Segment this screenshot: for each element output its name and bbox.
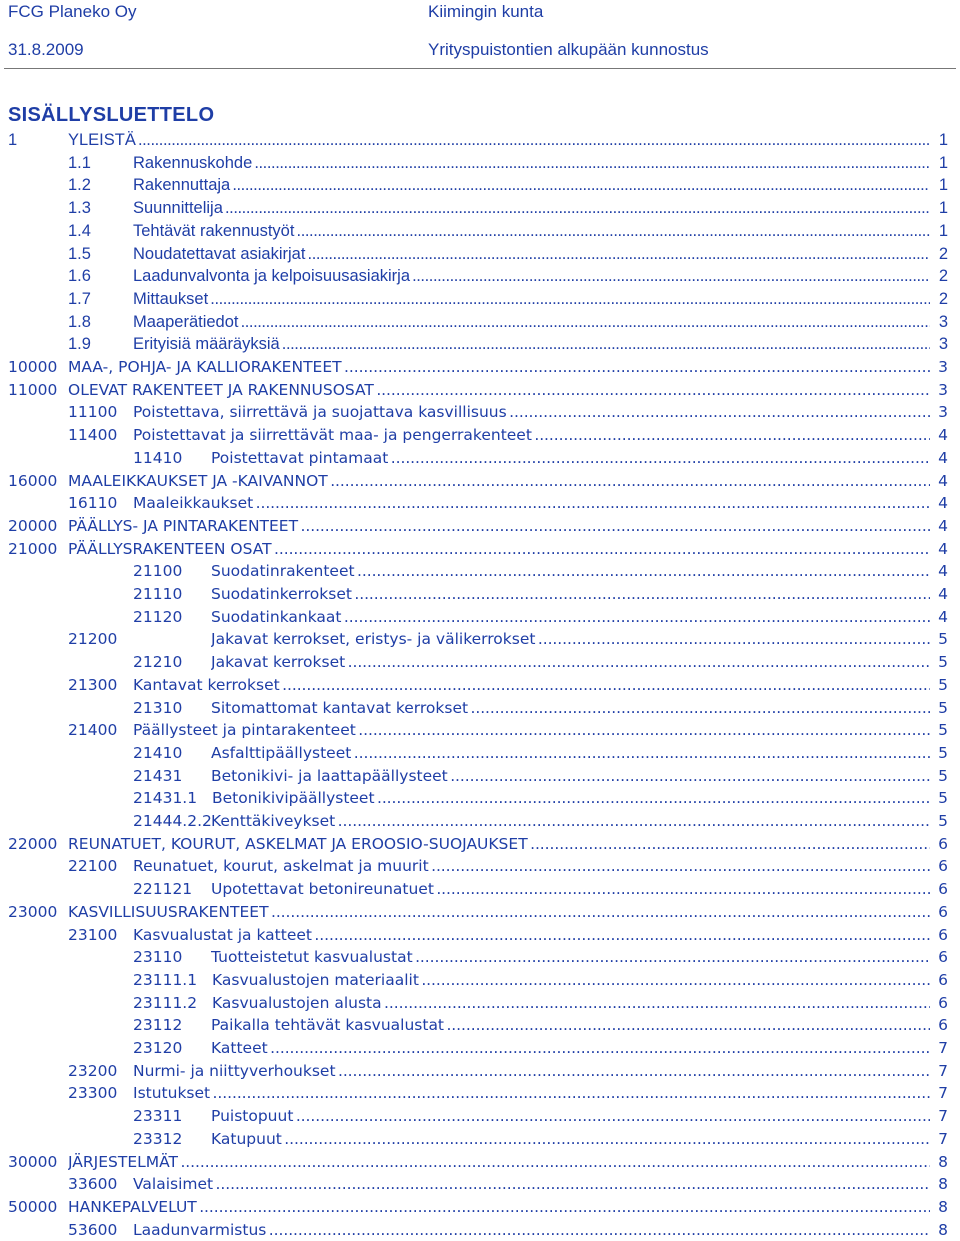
toc-entry-page: 5 [938,743,948,762]
toc-entry-number: 1.9 [68,335,91,354]
toc-entry-number: 22100 [68,857,118,876]
toc-entry[interactable] [0,243,960,266]
toc-entry-title: Päällysteet ja pintarakenteet . . . [133,719,930,742]
toc-entry-page: 6 [938,925,948,944]
toc-entry-title: Maaleikkaukset . . . [133,492,930,515]
toc-entry[interactable] [0,946,960,969]
toc-entry-page: 4 [938,448,948,467]
toc-entry[interactable] [0,1037,960,1060]
toc-entry-page: 5 [938,789,948,808]
toc-entry-page: 1 [938,131,948,149]
toc-entry-page: 1 [938,153,948,172]
toc-entry-title: YLEISTÄ . . . [68,129,930,152]
toc-entry-number: 21444.2.2 [133,812,212,830]
toc-entry-title: Sitomattomat kantavat kerrokset . . . [211,697,930,720]
toc-entry-title: Paikalla tehtävät kasvualustat . . . [211,1014,930,1037]
toc-entry-number: 1.5 [68,244,91,263]
toc-entry[interactable] [0,833,960,856]
toc-entry-number: 1.3 [68,199,91,218]
toc-entry-page: 2 [938,289,948,308]
toc-entry[interactable] [0,606,960,629]
toc-entry-number: 21431.1 [133,789,198,808]
toc-entry-title: Betonikivipäällysteet . . . [212,787,930,810]
toc-entry-page: 4 [938,562,948,581]
toc-entry-page: 4 [938,426,948,445]
toc-title: SISÄLLYSLUETTELO [8,104,215,126]
toc-entry-title: Asfalttipäällysteet . . . [211,742,930,765]
toc-entry-number: 33600 [68,1175,118,1194]
toc-entry-title: Suodatinkankaat . . . [211,606,930,629]
toc-entry-number: 21120 [133,607,183,626]
toc-entry-number: 1.8 [68,312,91,331]
toc-entry[interactable] [0,515,960,538]
toc-entry[interactable] [0,311,960,334]
toc-entry-page: 5 [938,630,948,649]
toc-entry-title: JÄRJESTELMÄT . . . [68,1151,930,1174]
toc-entry-page: 5 [938,675,948,694]
toc-entry-page: 5 [938,721,948,740]
toc-entry-title: Jakavat kerrokset, eristys- ja välikerrokset . . . [211,628,930,651]
toc-entry-title: Kenttäkiveykset . . . [211,810,930,833]
toc-entry-number: 30000 [8,1152,58,1171]
toc-entry[interactable] [0,992,960,1015]
toc-entry[interactable] [0,924,960,947]
toc-entry-number: 23312 [133,1129,183,1148]
toc-entry-page: 3 [938,403,948,422]
toc-entry-title: KASVILLISUUSRAKENTEET . . . [68,901,930,924]
toc-entry-title: Reunatuet, kourut, askelmat ja muurit . . . [133,855,930,878]
toc-entry-title: Erityisiä määräyksiä . . . [133,333,930,356]
toc-entry-page: 4 [938,539,948,558]
toc-entry-number: 21410 [133,743,183,762]
toc-entry-title: MAALEIKKAUKSET JA -KAIVANNOT . . . [68,470,930,493]
toc-entry[interactable] [0,742,960,765]
toc-entry-title: Poistettavat ja siirrettävät maa- ja pengerrakenteet . . . [133,424,930,447]
toc-entry[interactable] [0,560,960,583]
toc-entry[interactable] [0,765,960,788]
toc-entry[interactable] [0,1105,960,1128]
toc-entry[interactable] [0,969,960,992]
toc-entry[interactable] [0,901,960,924]
toc-entry[interactable] [0,855,960,878]
toc-entry-number: 11000 [8,380,58,399]
toc-entry-title: MAA-, POHJA- JA KALLIORAKENTEET . . . [68,356,930,379]
toc-entry-page: 1 [938,199,948,218]
toc-entry-title: Jakavat kerrokset . . . [211,651,930,674]
header-company: FCG Planeko Oy [8,2,137,21]
toc-entry-title: REUNATUET, KOURUT, ASKELMAT JA EROOSIO-SUOJAUKSET . . . [68,833,930,856]
toc-entry-title: Kantavat kerrokset . . . [133,674,930,697]
toc-entry-page: 5 [938,812,948,830]
toc-entry[interactable] [0,333,960,356]
toc-entry-page: 4 [938,585,948,603]
toc-entry-page: 4 [938,494,948,513]
toc-entry[interactable] [0,197,960,220]
toc-entry-number: 221121 [133,880,193,899]
toc-entry-page: 4 [938,607,948,626]
toc-entry-page: 1 [938,221,948,240]
toc-entry[interactable] [0,447,960,470]
toc-entry-number: 11410 [133,448,183,467]
toc-entry-title: Istutukset . . . [133,1082,930,1105]
toc-entry-page: 5 [938,698,948,717]
header-date: 31.8.2009 [8,40,84,59]
toc-entry[interactable] [0,379,960,402]
toc-entry-page: 6 [938,993,948,1012]
toc-entry-title: Laadunvarmistus . . . [133,1219,930,1241]
toc-entry-title: Kasvualustojen alusta . . . [212,992,930,1015]
toc-entry-title: Kasvualustat ja katteet . . . [133,924,930,947]
toc-entry[interactable] [0,470,960,493]
toc-entry-title: Tehtävät rakennustyöt . . . [133,220,930,243]
toc-entry[interactable] [0,1151,960,1174]
toc-entry[interactable] [0,674,960,697]
toc-entry-page: 6 [938,834,948,853]
toc-entry-number: 23120 [133,1039,183,1057]
toc-entry[interactable] [0,628,960,651]
toc-entry-title: Poistettava, siirrettävä ja suojattava kasvillisuus . . . [133,401,930,424]
toc-entry-number: 10000 [8,358,58,376]
toc-entry-number: 11100 [68,403,118,422]
toc-entry-page: 8 [938,1197,948,1216]
toc-entry[interactable] [0,1082,960,1105]
toc-entry-number: 21100 [133,562,183,581]
header-client: Kiimingin kunta [428,2,544,21]
toc-entry-page: 8 [938,1220,948,1239]
toc-entry[interactable] [0,265,960,288]
toc-entry-title: HANKEPALVELUT . . . [68,1196,930,1219]
toc-entry[interactable] [0,152,960,175]
toc-entry-page: 8 [938,1152,948,1171]
toc-entry-number: 21200 [68,630,118,649]
toc-entry-number: 22000 [8,834,58,853]
toc-entry-page: 1 [938,176,948,195]
toc-entry-number: 21431 [133,766,183,785]
toc-entry-number: 21000 [8,539,58,558]
toc-entry-number: 1.7 [68,289,91,308]
toc-entry-title: Rakennuskohde . . . [133,152,930,175]
toc-entry-title: Betonikivi- ja laattapäällysteet . . . [211,765,930,788]
toc-entry[interactable] [0,129,960,152]
toc-entry-number: 23300 [68,1084,118,1103]
toc-entry-page: 7 [938,1084,948,1103]
toc-entry[interactable] [0,1173,960,1196]
toc-entry-title: Katteet . . . [211,1037,930,1060]
toc-entry-number: 21110 [133,585,183,603]
toc-entry-number: 23311 [133,1107,183,1126]
header-project: Yrityspuistontien alkupään kunnostus [428,40,709,59]
toc-entry[interactable] [0,1014,960,1037]
toc-entry-number: 1.1 [68,153,91,172]
toc-entry-page: 7 [938,1129,948,1148]
toc-entry-number: 23200 [68,1061,118,1080]
toc-entry-page: 3 [938,335,948,354]
toc-entry-number: 21400 [68,721,118,740]
toc-entry-title: Mittaukset . . . [133,288,930,311]
header-divider [4,68,956,69]
toc-entry-title: Puistopuut . . . [211,1105,930,1128]
toc-entry[interactable] [0,1196,960,1219]
toc-entry-title: Poistettavat pintamaat . . . [211,447,930,470]
toc-entry-title: Suodatinrakenteet . . . [211,560,930,583]
toc-entry-page: 6 [938,857,948,876]
toc-entry[interactable] [0,424,960,447]
toc-entry-number: 53600 [68,1220,118,1239]
toc-entry-page: 7 [938,1061,948,1080]
toc-entry[interactable] [0,1060,960,1083]
toc-entry-page: 7 [938,1039,948,1057]
toc-entry-title: Rakennuttaja . . . [133,174,930,197]
toc-entry[interactable] [0,401,960,424]
toc-entry-number: 21300 [68,675,118,694]
toc-entry[interactable] [0,492,960,515]
toc-entry-title: Maaperätiedot . . . [133,311,930,334]
toc-entry-number: 23111.2 [133,993,198,1012]
toc-entry-page: 6 [938,1016,948,1035]
toc-entry-page: 3 [938,312,948,331]
toc-entry-page: 6 [938,902,948,921]
toc-entry-title: Nurmi- ja niittyverhoukset . . . [133,1060,930,1083]
toc-entry-number: 23111.1 [133,970,198,989]
toc-entry-number: 1.4 [68,221,91,240]
toc-entry-title: Upotettavat betonireunatuet . . . [211,878,930,901]
toc-entry[interactable] [0,174,960,197]
toc-entry-number: 16000 [8,471,58,490]
toc-entry-page: 8 [938,1175,948,1194]
toc-entry-page: 4 [938,471,948,490]
toc-entry-page: 5 [938,766,948,785]
toc-entry-title: PÄÄLLYS- JA PINTARAKENTEET . . . [68,515,930,538]
toc-entry-page: 3 [938,380,948,399]
toc-entry[interactable] [0,1219,960,1241]
toc-entry-page: 2 [938,244,948,263]
toc-entry-number: 11400 [68,426,118,445]
toc-entry-page: 3 [938,358,948,376]
toc-entry-number: 21210 [133,653,183,672]
toc-entry[interactable] [0,356,960,379]
toc-entry[interactable] [0,697,960,720]
toc-entry-page: 6 [938,948,948,967]
toc-entry-title: Kasvualustojen materiaalit . . . [212,969,930,992]
toc-entry-title: PÄÄLLYSRAKENTEEN OSAT . . . [68,538,930,561]
toc-entry[interactable] [0,583,960,606]
toc-entry[interactable] [0,810,960,833]
toc-entry-number: 16110 [68,494,118,513]
toc-entry-number: 50000 [8,1197,58,1216]
toc-entry-title: Suodatinkerrokset . . . [211,583,930,606]
toc-entry-number: 23112 [133,1016,183,1035]
toc-entry[interactable] [0,288,960,311]
toc-entry-title: Katupuut . . . [211,1128,930,1151]
toc-entry-number: 20000 [8,516,58,535]
toc-entry-title: Noudatettavat asiakirjat . . . [133,243,930,266]
toc-entry[interactable] [0,719,960,742]
toc-entry-number: 1.2 [68,176,91,195]
toc-entry-page: 6 [938,970,948,989]
toc-entry-page: 4 [938,516,948,535]
toc-entry[interactable] [0,787,960,810]
toc-entry[interactable] [0,878,960,901]
toc-entry-number: 21310 [133,698,183,717]
toc-entry-page: 7 [938,1107,948,1126]
toc-entry[interactable] [0,1128,960,1151]
toc-entry-number: 23110 [133,948,183,967]
toc-entry-page: 5 [938,653,948,672]
toc-entry-title: Tuotteistetut kasvualustat . . . [211,946,930,969]
toc-entry-page: 2 [938,267,948,286]
toc-entry-title: Laadunvalvonta ja kelpoisuusasiakirja . . . [133,265,930,288]
toc-entry-page: 6 [938,880,948,899]
toc-entry-title: Suunnittelija . . . [133,197,930,220]
toc-entry-number: 1 [8,131,18,149]
toc-entry-title: Valaisimet . . . [133,1173,930,1196]
toc-entry-number: 1.6 [68,267,91,286]
toc-entry[interactable] [0,538,960,561]
toc-entry[interactable] [0,651,960,674]
toc-entry-title: OLEVAT RAKENTEET JA RAKENNUSOSAT . . . [68,379,930,402]
toc-entry-number: 23100 [68,925,118,944]
toc-entry[interactable] [0,220,960,243]
toc-entry-number: 23000 [8,902,58,921]
